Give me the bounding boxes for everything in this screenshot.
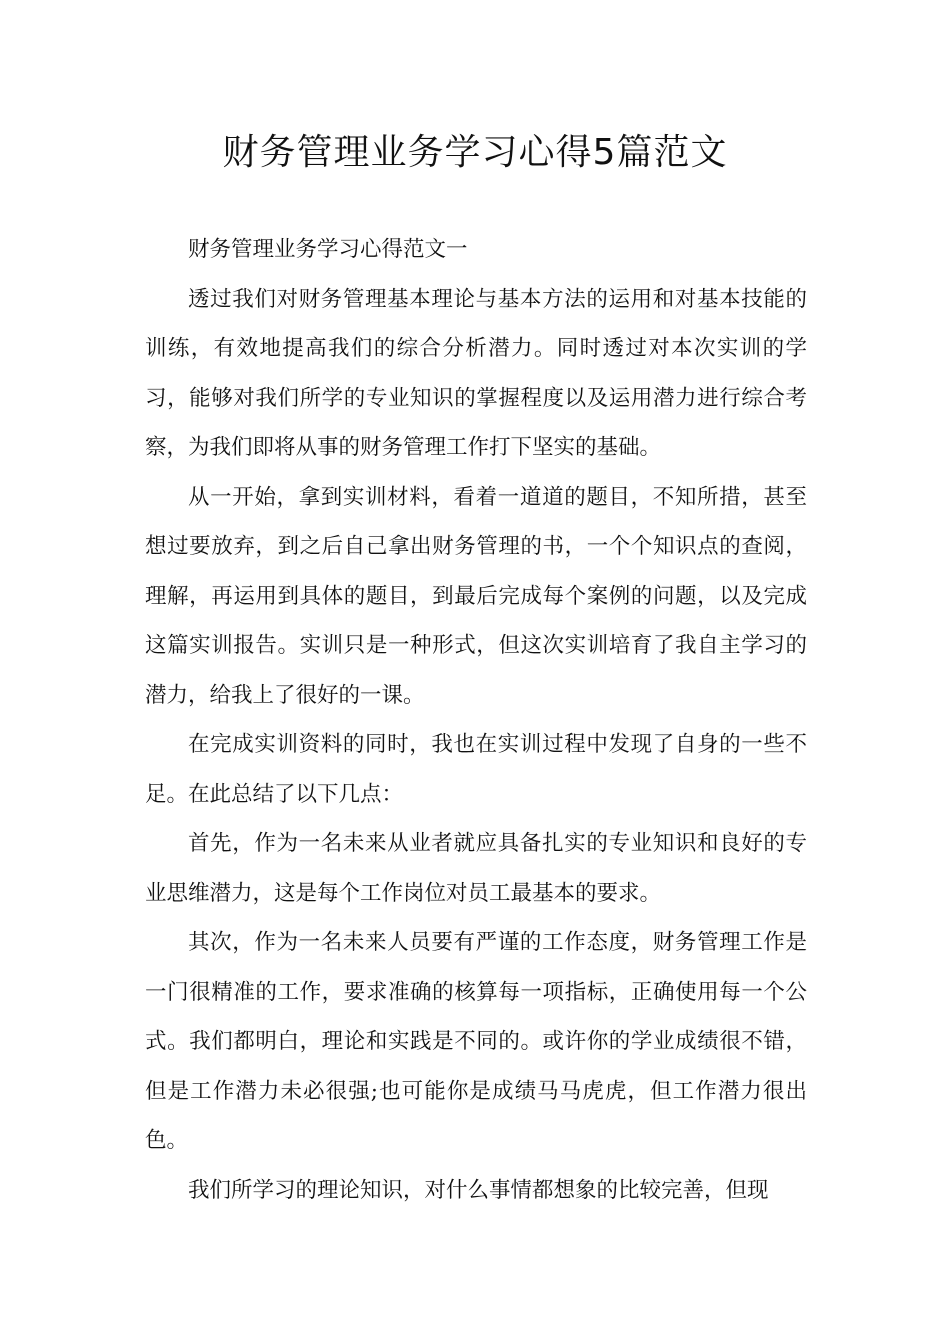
paragraph: 我们所学习的理论知识，对什么事情都想象的比较完善，但现 xyxy=(188,1177,769,1203)
document-title: 财务管理业务学习心得5篇范文 xyxy=(222,132,728,173)
section-heading: 财务管理业务学习心得范文一 xyxy=(188,237,468,262)
paragraph: 在完成实训资料的同时，我也在实训过程中发现了自身的一些不足。在此总结了以下几点： xyxy=(145,732,807,807)
paragraph: 其次，作为一名未来人员要有严谨的工作态度，财务管理工作是一门很精准的工作，要求准确的核算每一项指标，正确使用每一个公式。我们都明白，理论和实践是不同的。或许你的学业成绩很不错，但是工作潜力未必很强;也可能你是成绩马马虎虎，但工作潜力很出色。 xyxy=(145,930,807,1153)
paragraph: 透过我们对财务管理基本理论与基本方法的运用和对基本技能的训练，有效地提高我们的综合分析潜力。同时透过对本次实训的学习，能够对我们所学的专业知识的掌握程度以及运用潜力进行综合考察，为我们即将从事的财务管理工作打下坚实的基础。 xyxy=(145,286,807,460)
paragraph: 首先，作为一名未来从业者就应具备扎实的专业知识和良好的专业思维潜力，这是每个工作岗位对员工最基本的要求。 xyxy=(145,831,807,906)
document-body xyxy=(145,225,807,1215)
paragraph: 从一开始，拿到实训材料，看着一道道的题目，不知所措，甚至想过要放弃，到之后自己拿出财务管理的书，一个个知识点的查阅，理解，再运用到具体的题目，到最后完成每个案例的问题，以及完成这篇实训报告。实训只是一种形式，但这次实训培育了我自主学习的潜力，给我上了很好的一课。 xyxy=(145,484,807,708)
